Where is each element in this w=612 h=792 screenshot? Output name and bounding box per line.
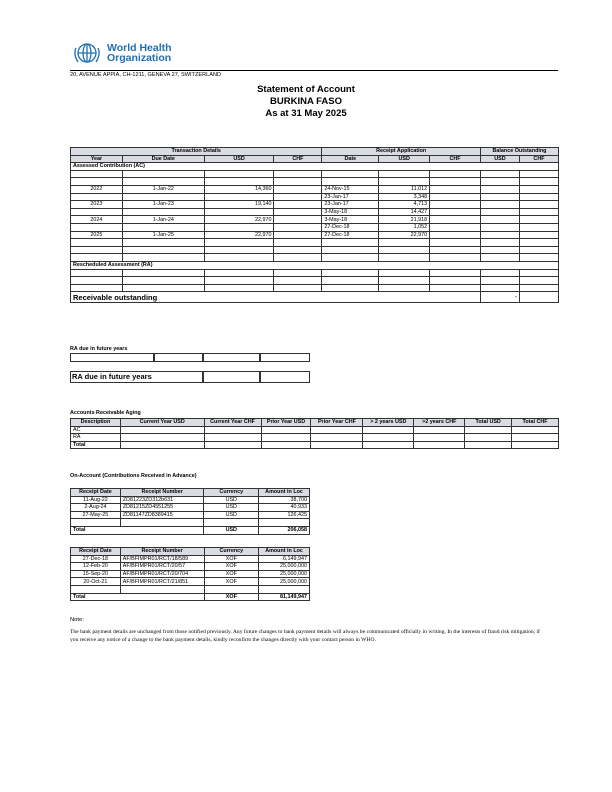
column-header: USD <box>204 155 274 163</box>
empty-cell <box>274 254 322 262</box>
empty-cell <box>120 441 204 449</box>
empty-cell <box>322 277 379 285</box>
on-account-row <box>71 570 310 578</box>
total-label: Total <box>71 593 205 601</box>
year-cell: 2025 <box>71 231 123 239</box>
aging-title: Accounts Receivable Aging <box>70 410 141 416</box>
empty-cell <box>71 178 123 186</box>
empty-cell <box>274 269 322 277</box>
column-header: CHF <box>274 155 322 163</box>
empty-cell <box>481 254 520 262</box>
empty-cell <box>430 231 481 239</box>
group-header-row <box>71 148 559 156</box>
empty-cell <box>261 426 311 434</box>
chf-cell <box>274 231 322 239</box>
receipt-date-cell: 3-May-18 <box>322 208 379 216</box>
empty-cell <box>204 170 274 178</box>
receipt-usd-cell: 14,427 <box>379 208 430 216</box>
on-account-usd-table <box>70 488 310 535</box>
on-account-column-header: Currency <box>204 489 259 497</box>
currency-cell: XOF <box>204 555 259 563</box>
currency-cell: XOF <box>204 578 259 586</box>
on-account-row <box>71 504 310 512</box>
currency-cell: XOF <box>204 570 259 578</box>
note-label: Note: <box>70 617 84 623</box>
empty-cell <box>414 441 465 449</box>
usd-cell: 22,970 <box>204 216 274 224</box>
empty-cell <box>204 434 261 442</box>
receipt-usd-cell: 1,052 <box>379 223 430 231</box>
empty-cell <box>204 519 259 527</box>
empty-cell <box>430 246 481 254</box>
receipt-date-cell: 2-Aug-24 <box>71 504 121 512</box>
receipt-usd-cell: 4,713 <box>379 201 430 209</box>
on-account-row <box>71 496 310 504</box>
empty-cell <box>71 585 121 593</box>
on-account-column-header: Receipt Date <box>71 489 121 497</box>
statement-table <box>70 147 559 303</box>
receipt-date-cell: 27-Dec-18 <box>322 223 379 231</box>
empty-cell <box>430 223 481 231</box>
title-date: As at 31 May 2025 <box>265 108 347 119</box>
empty-cell <box>274 277 322 285</box>
receipt-date-cell: 27-May-25 <box>71 511 121 519</box>
empty-row <box>71 277 559 285</box>
empty-cell <box>204 284 274 292</box>
empty-cell <box>259 585 310 593</box>
ra-future-big-label: RA due in future years <box>70 371 203 383</box>
empty-cell <box>120 426 204 434</box>
letterhead <box>70 38 558 78</box>
currency-cell: USD <box>204 504 259 512</box>
empty-cell <box>71 284 123 292</box>
empty-cell <box>481 269 520 277</box>
empty-cell <box>519 201 558 209</box>
empty-cell <box>519 269 558 277</box>
receipt-number-cell: ZD81147ZD8389415 <box>120 511 204 519</box>
empty-cell <box>122 277 204 285</box>
section-ra-label: Rescheduled Assessment (RA) <box>71 261 559 269</box>
empty-cell <box>204 208 274 216</box>
empty-cell <box>519 193 558 201</box>
empty-cell <box>71 269 123 277</box>
receipt-usd-cell: 11,012 <box>379 185 430 193</box>
empty-row <box>71 254 559 262</box>
empty-cell <box>519 277 558 285</box>
on-account-column-header: Currency <box>204 548 259 556</box>
who-logo <box>70 38 558 68</box>
receipt-number-cell: AF/BFIMPR01/RCT/21/851 <box>120 578 204 586</box>
empty-cell <box>120 585 204 593</box>
section-row <box>71 261 559 269</box>
empty-cell <box>512 434 559 442</box>
empty-cell <box>204 178 274 186</box>
aging-row <box>71 434 559 442</box>
empty-cell <box>430 208 481 216</box>
receipt-date-cell: 15-Sep-20 <box>71 570 121 578</box>
empty-cell <box>430 185 481 193</box>
empty-cell <box>122 178 204 186</box>
org-name-line1: World Health <box>107 42 172 54</box>
section-row <box>71 163 559 171</box>
statement-row <box>71 231 559 239</box>
title-line1: Statement of Account <box>257 84 355 95</box>
on-account-column-header: Amount in Loc <box>259 548 310 556</box>
empty-cell <box>274 208 322 216</box>
on-account-row <box>71 555 310 563</box>
empty-row <box>71 284 559 292</box>
due-date-cell: 1-Jan-23 <box>122 201 204 209</box>
empty-row <box>71 239 559 247</box>
on-account-header-row <box>71 548 310 556</box>
empty-cell <box>122 208 204 216</box>
receipt-date-cell: 11-Aug-22 <box>71 496 121 504</box>
empty-cell <box>512 426 559 434</box>
empty-cell <box>430 170 481 178</box>
empty-cell <box>430 254 481 262</box>
column-header: USD <box>379 155 430 163</box>
empty-cell <box>120 519 204 527</box>
empty-cell <box>519 178 558 186</box>
aging-column-header: Total CHF <box>512 419 559 427</box>
empty-cell <box>519 231 558 239</box>
empty-cell <box>122 284 204 292</box>
empty-cell <box>414 426 465 434</box>
total-currency: USD <box>204 526 259 534</box>
receipt-number-cell: AF/BFIMPR01/RCT/18/589 <box>120 555 204 563</box>
on-account-xof-table <box>70 547 310 601</box>
on-account-column-header: Amount in Loc <box>259 489 310 497</box>
aging-header-row <box>71 419 559 427</box>
empty-row <box>71 178 559 186</box>
empty-cell <box>465 434 512 442</box>
empty-cell <box>430 239 481 247</box>
empty-cell <box>274 178 322 186</box>
group-header: Receipt Application <box>322 148 481 156</box>
empty-cell <box>519 185 558 193</box>
currency-cell: USD <box>204 511 259 519</box>
year-cell: 2022 <box>71 185 123 193</box>
note-text: The bank payment details are unchanged from those notified previously. Any future changes to bank payment details will always be communicated officially in writing. In the interests of fraud risk mitigation, if you receive any notice of a change to the bank payment details, kindly reconfirm the changes directly with your contact person in WHO. <box>70 629 540 643</box>
empty-row <box>71 585 310 593</box>
empty-cell <box>204 277 274 285</box>
empty-cell <box>274 223 322 231</box>
currency-cell: XOF <box>204 563 259 571</box>
column-header: CHF <box>430 155 481 163</box>
empty-cell <box>465 441 512 449</box>
statement-row <box>71 201 559 209</box>
receipt-date-cell: 24-Nov-15 <box>322 185 379 193</box>
empty-cell <box>122 246 204 254</box>
empty-cell <box>519 246 558 254</box>
on-account-row <box>71 511 310 519</box>
empty-cell <box>71 208 123 216</box>
title-country: BURKINA FASO <box>270 96 342 107</box>
address: 20, AVENUE APPIA, CH-1211, GENEVA 27, SWITZERLAND <box>70 72 222 78</box>
empty-cell <box>122 239 204 247</box>
empty-cell <box>519 208 558 216</box>
empty-cell <box>379 246 430 254</box>
column-header: USD <box>481 155 520 163</box>
column-header-row <box>71 155 559 163</box>
empty-cell <box>322 269 379 277</box>
aging-column-header: Description <box>71 419 121 427</box>
empty-cell <box>481 277 520 285</box>
on-account-total-row <box>71 593 310 601</box>
amount-cell: 25,000,000 <box>259 570 310 578</box>
empty-cell <box>122 254 204 262</box>
aging-row <box>71 441 559 449</box>
empty-cell <box>519 223 558 231</box>
empty-cell <box>363 426 414 434</box>
empty-cell <box>204 441 261 449</box>
aging-column-header: Total USD <box>465 419 512 427</box>
group-header: Transaction Details <box>71 148 322 156</box>
empty-cell <box>430 284 481 292</box>
empty-cell <box>322 246 379 254</box>
who-emblem-icon <box>70 38 104 68</box>
empty-cell <box>481 231 520 239</box>
receipt-date-cell: 23-Jan-17 <box>322 201 379 209</box>
receipt-number-cell: AF/BFIMPR01/RCT/20/704 <box>120 570 204 578</box>
aging-description: RA <box>71 434 121 442</box>
ra-future-small-label: RA due in future years <box>70 346 128 352</box>
receipt-number-cell: ZD81215ZD4551255 <box>120 504 204 512</box>
year-cell: 2024 <box>71 216 123 224</box>
empty-cell <box>122 193 204 201</box>
column-header: CHF <box>519 155 558 163</box>
total-amount: 81,149,947 <box>259 593 310 601</box>
empty-cell <box>204 585 259 593</box>
empty-cell <box>430 201 481 209</box>
empty-cell <box>71 254 123 262</box>
empty-cell <box>322 178 379 186</box>
empty-cell <box>71 277 123 285</box>
group-header: Balance Outstanding <box>481 148 559 156</box>
empty-cell <box>261 434 311 442</box>
empty-cell <box>363 441 414 449</box>
empty-cell <box>481 178 520 186</box>
empty-cell <box>519 292 558 303</box>
column-header: Due Date <box>122 155 204 163</box>
empty-cell <box>120 434 204 442</box>
amount-cell: 38,700 <box>259 496 310 504</box>
empty-cell <box>204 239 274 247</box>
empty-cell <box>204 254 274 262</box>
empty-cell <box>519 216 558 224</box>
chf-cell <box>274 216 322 224</box>
empty-cell <box>481 246 520 254</box>
empty-cell <box>481 223 520 231</box>
empty-cell <box>259 519 310 527</box>
empty-cell <box>430 193 481 201</box>
aging-column-header: > 2 years USD <box>363 419 414 427</box>
empty-cell <box>481 193 520 201</box>
on-account-column-header: Receipt Number <box>120 489 204 497</box>
empty-cell <box>519 254 558 262</box>
receipt-date-cell: 12-Feb-20 <box>71 563 121 571</box>
statement-title <box>0 84 612 120</box>
receipt-date-cell: 27-Dec-18 <box>322 231 379 239</box>
currency-cell: USD <box>204 496 259 504</box>
on-account-header-row <box>71 489 310 497</box>
on-account-row <box>71 578 310 586</box>
empty-row <box>71 519 310 527</box>
aging-description: Total <box>71 441 121 449</box>
empty-cell <box>414 434 465 442</box>
on-account-total-row <box>71 526 310 534</box>
empty-cell <box>519 170 558 178</box>
empty-cell <box>379 277 430 285</box>
empty-cell <box>430 178 481 186</box>
amount-cell: 25,000,000 <box>259 578 310 586</box>
year-cell: 2023 <box>71 201 123 209</box>
receivable-outstanding-label: Receivable outstanding <box>71 292 481 303</box>
empty-cell <box>71 170 123 178</box>
empty-cell <box>311 426 363 434</box>
column-header: Date <box>322 155 379 163</box>
receipt-date-cell: 3-May-18 <box>322 216 379 224</box>
on-account-column-header: Receipt Date <box>71 548 121 556</box>
receipt-date-cell: 27-Dec-18 <box>71 555 121 563</box>
empty-cell <box>430 277 481 285</box>
empty-cell <box>204 223 274 231</box>
due-date-cell: 1-Jan-24 <box>122 216 204 224</box>
empty-cell <box>204 193 274 201</box>
aging-column-header: Prior Year USD <box>261 419 311 427</box>
empty-cell <box>481 284 520 292</box>
empty-cell <box>379 170 430 178</box>
empty-cell <box>512 441 559 449</box>
usd-cell: 22,970 <box>204 231 274 239</box>
empty-cell <box>71 193 123 201</box>
empty-cell <box>481 201 520 209</box>
receivable-outstanding-value: - <box>481 292 520 303</box>
ra-future-big-box <box>70 371 310 383</box>
aging-column-header: Prior Year CHF <box>311 419 363 427</box>
column-header: Year <box>71 155 123 163</box>
empty-cell <box>379 284 430 292</box>
statement-row <box>71 185 559 193</box>
empty-cell <box>122 170 204 178</box>
empty-cell <box>465 426 512 434</box>
empty-cell <box>363 434 414 442</box>
aging-table <box>70 418 559 449</box>
aging-column-header: >2 years CHF <box>414 419 465 427</box>
empty-cell <box>430 269 481 277</box>
amount-cell: 25,000,000 <box>259 563 310 571</box>
empty-cell <box>430 216 481 224</box>
empty-cell <box>379 254 430 262</box>
usd-cell: 14,360 <box>204 185 274 193</box>
empty-cell <box>71 519 121 527</box>
empty-cell <box>322 284 379 292</box>
statement-row <box>71 208 559 216</box>
empty-cell <box>481 185 520 193</box>
receipt-usd-cell: 22,970 <box>379 231 430 239</box>
empty-cell <box>519 239 558 247</box>
statement-row <box>71 193 559 201</box>
chf-cell <box>274 185 322 193</box>
receipt-usd-cell: 21,918 <box>379 216 430 224</box>
aging-description: AC <box>71 426 121 434</box>
empty-cell <box>274 170 322 178</box>
empty-cell <box>481 208 520 216</box>
empty-row <box>71 246 559 254</box>
empty-cell <box>322 239 379 247</box>
empty-cell <box>274 193 322 201</box>
aging-column-header: Current Year CHF <box>204 419 261 427</box>
on-account-title: On-Account (Contributions Received in Advance) <box>70 473 197 479</box>
empty-cell <box>261 441 311 449</box>
receipt-number-cell: ZD81223ZD312b631 <box>120 496 204 504</box>
aging-column-header: Current Year USD <box>120 419 204 427</box>
receipt-date-cell: 20-Oct-21 <box>71 578 121 586</box>
section-ac-label: Assessed Contribution (AC) <box>71 163 559 171</box>
empty-row <box>71 170 559 178</box>
receipt-date-cell: 23-Jan-17 <box>322 193 379 201</box>
amount-cell: 126,425 <box>259 511 310 519</box>
total-label: Total <box>71 526 204 534</box>
total-amount: 206,058 <box>259 526 310 534</box>
empty-cell <box>519 284 558 292</box>
due-date-cell: 1-Jan-22 <box>122 185 204 193</box>
empty-cell <box>274 246 322 254</box>
empty-cell <box>481 239 520 247</box>
empty-cell <box>204 426 261 434</box>
ra-future-small-box <box>70 353 310 362</box>
empty-cell <box>379 239 430 247</box>
receipt-usd-cell: 3,348 <box>379 193 430 201</box>
empty-cell <box>71 246 123 254</box>
empty-cell <box>379 178 430 186</box>
empty-cell <box>71 223 123 231</box>
amount-cell: 6,149,947 <box>259 555 310 563</box>
total-currency: XOF <box>204 593 259 601</box>
empty-cell <box>204 246 274 254</box>
org-name-line2: Organization <box>107 52 172 64</box>
amount-cell: 40,933 <box>259 504 310 512</box>
receivable-row <box>71 292 559 303</box>
empty-cell <box>322 254 379 262</box>
empty-cell <box>204 269 274 277</box>
statement-row <box>71 216 559 224</box>
empty-cell <box>274 284 322 292</box>
empty-cell <box>481 170 520 178</box>
empty-cell <box>311 441 363 449</box>
on-account-column-header: Receipt Number <box>120 548 204 556</box>
aging-row <box>71 426 559 434</box>
empty-cell <box>71 239 123 247</box>
empty-row <box>71 269 559 277</box>
on-account-row <box>71 563 310 571</box>
empty-cell <box>274 239 322 247</box>
header-rule <box>70 70 558 71</box>
empty-cell <box>122 223 204 231</box>
empty-cell <box>481 216 520 224</box>
chf-cell <box>274 201 322 209</box>
receipt-number-cell: AF/BFIMPR01/RCT/20/57 <box>120 563 204 571</box>
empty-cell <box>379 269 430 277</box>
statement-row <box>71 223 559 231</box>
empty-cell <box>122 269 204 277</box>
usd-cell: 19,140 <box>204 201 274 209</box>
empty-cell <box>311 434 363 442</box>
due-date-cell: 1-Jan-25 <box>122 231 204 239</box>
empty-cell <box>322 170 379 178</box>
